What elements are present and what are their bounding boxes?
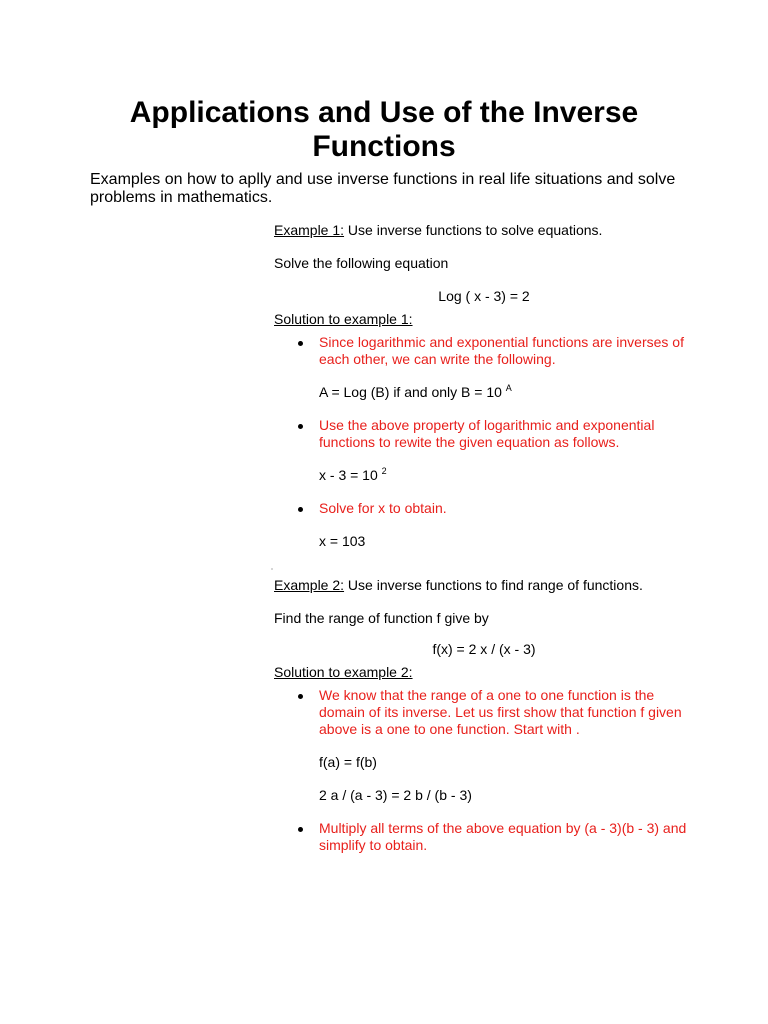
example1-steps-2: [274, 417, 694, 451]
example1-eq2-base: x - 3 = 10: [319, 467, 378, 483]
example2-solution-label: Solution to example 2:: [274, 664, 413, 680]
stray-mark: [271, 568, 273, 570]
list-item: [274, 500, 694, 517]
list-item: [274, 687, 694, 738]
example2-equation: f(x) = 2 x / (x - 3): [432, 641, 536, 657]
example2-prompt: Find the range of function f give by: [274, 610, 489, 626]
example1-heading: [274, 222, 694, 239]
example1-eq2-exponent: 2: [381, 466, 387, 476]
example1-step2: Use the above property of logarithmic and exponential functions to rewite the given equation as follows.: [319, 417, 655, 450]
example1-solution-label: Solution to example 1:: [274, 311, 413, 327]
example1-eq2: [274, 467, 694, 484]
bullet-icon: [298, 507, 303, 512]
example1-text: Use inverse functions to solve equations.: [344, 222, 603, 238]
example2-heading: [274, 577, 694, 594]
bullet-icon: [298, 827, 303, 832]
example2-eq2: 2 a / (a - 3) = 2 b / (b - 3): [319, 787, 472, 803]
example1-eq1-base: A = Log (B) if and only B = 10: [319, 384, 502, 400]
list-item: [274, 417, 694, 451]
example2-steps: [274, 687, 694, 738]
examples-content: [274, 222, 694, 854]
example2-steps-2: [274, 820, 694, 854]
list-item: [274, 820, 694, 854]
example1-step3: Solve for x to obtain.: [319, 500, 447, 516]
intro-paragraph: Examples on how to aplly and use inverse functions in real life situations and solve problems in mathematics.: [90, 171, 676, 206]
example2-text: Use inverse functions to find range of functions.: [344, 577, 643, 593]
example2-label: Example 2:: [274, 577, 345, 593]
bullet-icon: [298, 341, 303, 346]
example1-eq1: [274, 384, 694, 401]
bullet-icon: [298, 694, 303, 699]
example1-label: Example 1:: [274, 222, 345, 238]
example2-step1: We know that the range of a one to one function is the domain of its inverse. Let us first show that function f given above is a one to one function. Start with .: [319, 687, 682, 737]
example1-eq3: x = 103: [319, 533, 366, 549]
list-item: [274, 334, 694, 368]
bullet-icon: [298, 424, 303, 429]
example1-step1: Since logarithmic and exponential functions are inverses of each other, we can write the following.: [319, 334, 684, 367]
example2-eq1: f(a) = f(b): [319, 754, 377, 770]
example1-steps: [274, 334, 694, 368]
page-title: Applications and Use of the Inverse Functions: [129, 96, 639, 163]
example1-equation: Log ( x - 3) = 2: [438, 288, 530, 304]
example1-prompt: Solve the following equation: [274, 255, 449, 271]
example2-step2: Multiply all terms of the above equation by (a - 3)(b - 3) and simplify to obtain.: [319, 820, 687, 853]
example1-eq1-exponent: A: [505, 383, 512, 393]
example1-steps-3: [274, 500, 694, 517]
